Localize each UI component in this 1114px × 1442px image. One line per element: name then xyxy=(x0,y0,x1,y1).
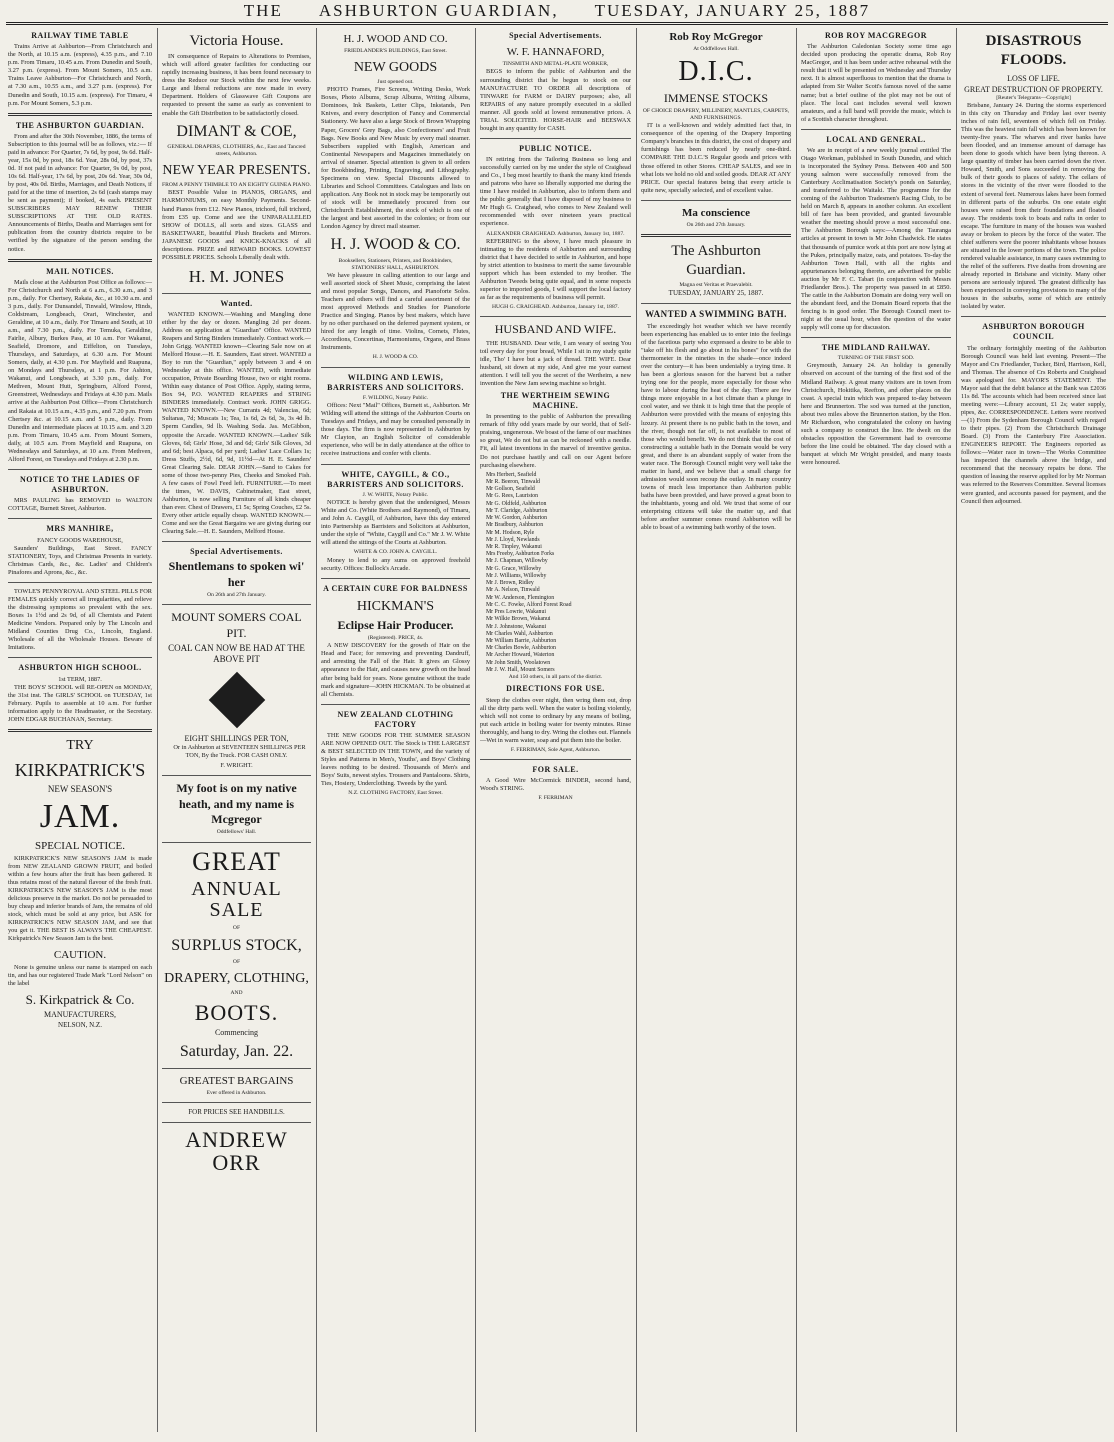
signer: Mr T. Claridge, Ashburton xyxy=(486,507,548,514)
white-caygill-heading: WHITE, CAYGILL, & CO., BARRISTERS AND SOLICITORS. xyxy=(327,469,464,489)
nz-clothing-signature: N.Z. CLOTHING FACTORY, East Street. xyxy=(348,790,443,797)
wood2-signature: H. J. WOOD & CO. xyxy=(372,354,419,361)
manufacturers-label: MANUFACTURERS, xyxy=(43,1010,117,1020)
shentlemans-heading: Shentlemans to spoken wi' her xyxy=(168,559,305,589)
for-sale-text: A Good Wire McCormick BINDER, second hand, Wood's STRING. xyxy=(480,777,631,793)
wilding-heading: WILDING AND LEWIS, BARRISTERS AND SOLICITORS. xyxy=(327,372,464,392)
school-heading: ASHBURTON HIGH SCHOOL. xyxy=(18,663,142,673)
signer: Mr Pres Lowrie, Wakanui xyxy=(486,609,546,616)
of-label: OF xyxy=(232,924,241,931)
special-notice-text: KIRKPATRICK'S NEW SEASON'S JAM is made from NEW ZEALAND GROWN FRUIT, and boiled within a few hours after the fruit has been gathered. It thus retains most of the natural flavour of the fresh fruit. KIRKPATRICK'S NEW SEASON'S JAM is the most delicious preserve in the market. Do not be persuaded to buy cheap and inferior brands of Jam, the remains of old stock, which must be sold at any price, but ASK for KIRKPATRICK'S NEW SEASON JAM, and see that you get it. THE BEST IS ALWAYS THE CHEAPEST. Kirkpatrick's New Season Jam is the best. xyxy=(8,855,152,943)
railway-text: Trains Arrive at Ashburton—From Christchurch and the North, at 10.15 a.m. (express), 4.35 p.m., and 7.10 p.m. From Timaru, 10.45 a.m. From Dunedin and South, 3.27 p.m. (express). From Mount Somers, 10.5 a.m. Trains Leave Ashburton—For Christchurch and North, at 7.30 a.m., 10.55 a.m., and 3.27 p.m. (express). For Dunedin and South, 10.15 a.m. (express). For Timaru, 4 p.m. For Mount Somers, 5.3 p.m. xyxy=(8,43,152,107)
signer: Mr Charles Wahl, Ashburton xyxy=(486,630,553,637)
eclipse-text: A NEW DISCOVERY for the growth of Hair on the Head and Face; for removing and preventing Dandruff, and arresting the Fall of the Hair. It gives an Glossy appearance to the Hair, and causes new growth on the head after being bald for years. None genuine without the trade mark and signature—JOHN HICKMAN. To be obtained at all Chemists. xyxy=(321,642,470,698)
column-3 xyxy=(321,28,470,1432)
wood-sub: FRIEDLANDER'S BUILDINGS, East Street. xyxy=(344,48,447,55)
column-rule xyxy=(796,28,797,1432)
manhire-sub: FANCY GOODS WAREHOUSE, xyxy=(37,536,123,544)
signers-list xyxy=(480,472,631,675)
paper-date: TUESDAY, JANUARY 25, 1887. xyxy=(668,289,764,298)
white-caygill-text: NOTICE is hereby given that the undersigned, Messrs White and Co. (White Brothers and Raymond), of Timaru, and John A. Caygill, of Ashburton, have this day entered into Partnership as Barristers and Solicitors at Ashburton, under the style of "White, Caygill and Co." Mr J. W. White will attend the sittings of the Courts at Ashburton. xyxy=(321,499,470,547)
new-goods-sub: Just opened out. xyxy=(377,79,414,86)
wertheim-heading: THE WERTHEIM SEWING MACHINE. xyxy=(500,390,611,411)
craighead-signature: HUGH G. CRAIGHEAD. Ashburton, January 1st, 1887. xyxy=(492,304,619,311)
nelson-label: NELSON, N.Z. xyxy=(58,1020,102,1029)
signer: Mrs Freeby, Ashburton Forks xyxy=(486,551,555,558)
column-rule xyxy=(475,28,476,1432)
native-heath-heading: My foot is on my native heath, and my name is Mcgregor xyxy=(176,781,297,827)
guardian-heading: THE ASHBURTON GUARDIAN. xyxy=(15,120,145,130)
of-label: OF xyxy=(232,958,241,965)
public-notice-text: IN retiring from the Tailoring Business so long and successfully carried on by me under the style of Craighead and Co., I beg most heartily to thank the many kind friends and patrons who have so liberally supported me during the time I have resided in Ashburton, also to inform them and the public generally that I have disposed of my business to Mr Hugh G. Craighead, who comes to New Zealand well recommended with over nineteen years practical experience. xyxy=(480,156,631,228)
towle-text: TOWLE'S PENNYROYAL AND STEEL PILLS FOR FEMALES quickly correct all irregularities, and relieve the distressing symptoms so prevalent with the sex. Boxes 1s 1½d and 2s 9d, of all Chemists and Patent Medicine Vendors. Prepared only by The Lincoln and Midland Counties Drug Co., Lincoln, England. Wholesale of all the Wholesale Houses. Beware of Imitations. xyxy=(8,587,152,652)
wood2-sub: Booksellers, Stationers, Printers, and Bookbinders, STATIONERS' HALL, ASHBURTON. xyxy=(338,257,453,271)
greatest-bargains: GREATEST BARGAINS xyxy=(179,1074,294,1087)
column-5 xyxy=(641,28,791,1432)
rob-roy-heading: Rob Roy McGregor xyxy=(669,31,763,43)
local-general-heading: LOCAL AND GENERAL. xyxy=(826,134,926,144)
dic-heading: D.I.C. xyxy=(678,56,754,88)
dimant-coe-sub: GENERAL DRAPERS, CLOTHIERS, &c., East and Tancred streets, Ashburton. xyxy=(167,144,306,158)
school-text: THE BOYS' SCHOOL will RE-OPEN on MONDAY, the 31st inst. The GIRLS' SCHOOL on TUESDAY, 1st February. Pupils to assemble at 10 a.m. For further information apply to the Headmaster, or the Secretary. JOHN EDGAR BUCHANAN, Secretary. xyxy=(8,683,152,723)
masthead xyxy=(6,0,1108,25)
hickman-heading: HICKMAN'S xyxy=(356,598,435,614)
guardian-text: From and after the 30th November, 1886, the terms of Subscription to this journal will be as follows, viz.:— If paid in advance: For Quarter, 7s 6d, by post, 9s 6d. Half-year, 15s 0d, by post, 18s 6d. Year, 28s 0d, by post, 37s 0d. If not paid in advance: For Quarter, 9s 0d, by post, 10s 6d. Half-year, 17s 6d, by post, 20s 6d. Year, 30s 0d, by post, 40s 0d. Births, Marriages, and Death Notices, if paid for at the time of insertion, 2s 6d (cash stamps may be sent as payment); if booked, 4s each. PRESENT SUBSCRIBERS MAY RENEW THEIR SUBSCRIPTIONS AT THE OLD RATES. Announcements of Births, Deaths and Marriages sent for publication from the country districts require to be verified by the signature of the person sending the notice. xyxy=(8,132,152,253)
drapery-heading: DRAPERY, CLOTHING, xyxy=(164,970,309,986)
signer: Mr J. Brown, Ridley xyxy=(486,580,534,587)
column-1 xyxy=(8,28,152,1432)
signer: Mr J. W. Hall, Mount Somers xyxy=(486,666,555,673)
mail-text: Mails close at the Ashburton Post Office as follows:— For Christchurch and North at 6 a.m., 6.30 a.m., and 3 p.m., daily. For Chertsey, Rakaia, &c., at 10.30 a.m. and 3 p.m., daily. For Dunsandel, Tinwald, Winslow, Hinds, Coldstream, Longbeach, Orari, Winchester, and Geraldine, at 10 a.m., daily. For Timaru and South, at 10 a.m., and 7.30 p.m., daily. For Temuka, Geraldine, Fairlie, Albury, Burkes Pass, at 10 a.m. For Wakanui, Seafield, Dromore, and Eiffelton, on Tuesdays, Thursdays, and Saturdays, at 6.30 a.m. For Mount Somers, daily, at 4.30 p.m. For Mayfield and Ruapuna, on Mondays and Thursdays, at 1 p.m. For Ashton, Wakanui, and Longbeach, at 3.30 p.m., daily. For Methven, Mount Hutt, Springburn, Alford Forest, Greenstreet, Wednesdays and Fridays at 4.30 p.m. Mails arrive at the Ashburton Post Office—From Christchurch and Rakaia at 10.15 a.m., 4.35 p.m., and 7.20 p.m. From Chertsey &c. at 10.15 a.m. and 5 p.m., daily. From Dunedin and intermediate places at 10.15 a.m. and 3.20 p.m. From Timaru, 10.45 a.m. From Mount Somers, daily, at 10.5 a.m. From Mayfield and Ruapuna, on Wednesdays and Saturdays, at 10 a.m. From Methven, Alford Forest, on Tuesdays and Fridays at 2.30 p.m. xyxy=(8,278,152,463)
coal-diamond-icon xyxy=(208,672,265,729)
ladies-notice-heading: NOTICE TO THE LADIES OF ASHBURTON. xyxy=(20,474,140,495)
jam-heading: JAM. xyxy=(39,798,121,836)
directions-heading: DIRECTIONS FOR USE. xyxy=(506,684,605,694)
swimming-bath-text: The exceedingly hot weather which we have recently been experiencing has enabled us to enter into the feelings of the facetious party who expressed a desire to be able to "take off his flesh and go about in his bones" for with the thermometer in the nineties in the shade—once indeed over the century—it has been undeniably a trying time. It has been a glorious season for the harvest but a rather trying one for the people, more especially for those who have to labour during the heat of the day. There are few things more enjoyable in a hot climate than a plunge in cool water, and we think it is high time that the people of Ashburton were provided with the means of enjoying this luxury. At present there is no public bath in the town, and the river, though not far off, is not available to most of those who would benefit. We do not think that the cost of constructing a suitable bath in the Domain would be very great, and there is an abundant supply of water from the water race. The Borough Council might very well take the matter in hand, and we believe that a small charge for admission would soon recoup the outlay. In many country towns of much less importance than Ashburton public baths have been provided, and have proved a great boon to the inhabitants, young and old. We trust that some of our enterprising citizens will take the matter up, and that before another summer comes round Ashburton will be able to boast of a swimming bath worthy of the town. xyxy=(641,322,791,532)
column-rule xyxy=(316,28,317,1432)
local-general-text: We are in receipt of a new weekly journal entitled The Otago Workman, published in South Dunedin, and which is incorporated the Sydney Press. Between 400 and 500 young salmon were successfully removed from the Canterbury Acclimatisation Society's ponds on Saturday, and transferred to the Waitaki. The programme for the coming of the Ashburton Tradesmen's Racing Club, to be held on March 8, appears in another column. An excellent bill of fare has been provided, and granted favourable weather the meeting should prove a most successful one. The Ashburton Borough says:—Among the Tauranga articles at present in town is Mr John Chadwick. He states that thousands of pumice work at this port are now lying at the Pukes, principally maize, oats, and potatoes. To-day the Ashburton Town Hall, with all the rights and appurtenances belonging thereto, are advertised for public auction by Mr F. C. Tabart (in conjunction with Messrs Friedlander Bros.). The property was passed in at £850. The cattle in the Ashburton Domain are doing very well on the abundant feed, and the Domain Board reports that the fencing is in good order. The Borough Council meet to-night at the usual hour, when the question of the water supply will come up for discussion. xyxy=(801,146,951,331)
white-caygill-sub: J. W. WHITE, Notary Public. xyxy=(362,491,429,498)
signer: Mr G. Rees, Lauriston xyxy=(486,493,539,500)
nz-clothing-text: THE NEW GOODS FOR THE SUMMER SEASON ARE NOW OPENED OUT. The Stock is THE LARGEST & BEST SELECTED IN THE TOWN, and the variety of Styles and Patterns in Men's, Youths', and Boys' Clothing leaves nothing to be desired. Thousands of Men's and Boys' Suits, newest styles. Trousers and Pantaloons. Shirts, Ties, Hosiery, Underclothing. Tweeds by the yard. xyxy=(321,732,470,788)
hannaford-sub: TINSMITH AND METAL-PLATE WORKER, xyxy=(502,61,609,68)
baldness-heading: A CERTAIN CURE FOR BALDNESS xyxy=(323,583,468,593)
column-7 xyxy=(961,28,1106,1432)
column-rule xyxy=(636,28,637,1432)
midland-railway-heading: THE MIDLAND RAILWAY. xyxy=(821,343,931,353)
conscience-heading: Ma conscience xyxy=(681,206,751,219)
caution-heading: CAUTION. xyxy=(53,948,107,961)
rob-roy-sub: At Oddfellows Hall. xyxy=(693,46,739,53)
signer: Mr Charles Bowle, Ashburton xyxy=(486,645,556,652)
eclipse-heading: Eclipse Hair Producer. xyxy=(337,617,454,632)
signer: Mr R. Beeron, Tinwald xyxy=(486,478,540,485)
kirkpatrick-heading: KIRKPATRICK'S xyxy=(14,759,146,780)
for-sale-signature: F. FERRIMAN xyxy=(538,795,573,802)
try-label: TRY xyxy=(66,737,94,753)
wertheim-text: In presenting to the public of Ashburton the prevailing remark of fifty odd years made by our world, that of Self-praising, ungenerous. We boast of the fame of our machines so great, We do not but as can be reckoned with a needle. Fit, all latest inventions in the marvel of inventive genius. Do not purchase hastily and call on our Agent before purchasing elsewhere. xyxy=(480,413,631,469)
coal-price: EIGHT SHILLINGS PER TON, xyxy=(184,733,289,743)
signer: Mr W. Anderson, Flemington xyxy=(486,594,555,601)
reuter-tag: [Reuter's Telegrams—Copyright] xyxy=(996,94,1071,101)
commencing-label: Commencing xyxy=(214,1027,259,1037)
wanted-heading: Wanted. xyxy=(220,298,253,308)
wood2-heading: H. J. WOOD & CO. xyxy=(330,236,461,254)
midland-railway-text: Greymouth, January 24. An holiday is generally observed on account of the turning of the first sod of the Midland Railway. A great many visitors are in town from Christchurch, Hokitika, Reefton, and other places on the coast. A special train which was prepared to-day between here and Brunnerton. The sod was turned at the junction, about two miles above the Brunnerton station, by the Hon. Mr Richardson, who congratulated the colony on having such a company to construct the line. He dwelt on the obstacles opposition the Government had to overcome before the line could be obtained. The day closed with a banquet at which Mr Wright presided, and many toasts were honoured. xyxy=(801,362,951,466)
column-rule xyxy=(956,28,957,1432)
signer: Mr Wilkie Brown, Wakanui xyxy=(486,616,551,623)
eclipse-sub: (Registered). PRICE, 4s. xyxy=(367,635,424,642)
paper-title: The Ashburton Guardian. xyxy=(671,242,761,279)
signer: Mr R. Tinpley, Wakanui xyxy=(486,543,542,550)
signer: Mr J. Lloyd, Newlands xyxy=(486,536,540,543)
hannaford-text: BEGS to inform the public of Ashburton and the surrounding district that he begun to stock on our MANUFACTURE TO ORDER all descriptions of TINWARE for FARM or DAIRY purposes; also, all REPAIRS of any nature promptly executed in a skilled manner. All goods sold at lowest remunerative prices. A TRIAL SOLICITED. HORSE-HAIR and BEESWAX bought in any quantity for CASH. xyxy=(480,68,631,132)
ferriman-signature: F. FERRIMAN, Sole Agent, Ashburton. xyxy=(510,746,601,753)
new-year-presents-heading: NEW YEAR PRESENTS. xyxy=(162,163,311,179)
for-sale-heading: FOR SALE. xyxy=(532,765,579,775)
swimming-bath-heading: WANTED A SWIMMING BATH. xyxy=(645,309,787,320)
floods-heading: DISASTROUS FLOODS. xyxy=(985,33,1082,69)
borough-council-heading: ASHBURTON BOROUGH COUNCIL xyxy=(982,322,1085,342)
special-ads-heading: Special Advertisements. xyxy=(190,547,283,557)
coal-text: Or in Ashburton at SEVENTEEN SHILLINGS PER TON, By the Truck. FOR CASH ONLY. xyxy=(173,744,306,760)
sale-date: Saturday, Jan. 22. xyxy=(179,1043,294,1061)
nz-clothing-heading: NEW ZEALAND CLOTHING FACTORY xyxy=(337,709,454,729)
wanted-text: WANTED KNOWN.—Washing and Mangling done either by the day or dozen. Mangling 2d per dozen. Address on application at "Guardian" Office. WANTED Reapers and String Binders immediately. Contract work.—John Grigg. WANTED known—Clearing Sale now on at Melford House.—H. E. Saunders, East street. WANTED a Boy to run the "Guardian," apply between 3 and 4 on Wednesday at this office. WANTED, with immediate occupation, Private Boarding House, two or eight rooms. Within easy distance of Post Office. Apply, stating terms, Box 94, P.O. WANTED REAPERS and STRING BINDERS immediately. Contract work. JOHN GRIGG. WANTED KNOWN.—New Currants 4d; Valencias, 6d; Sultanas, 7d; Muscats 1s; Tea, 1s 6d, 2s 6d, 3s, 3s 4d lb. Sperm Candles, 9d lb. Washing Soda. Jas. McGibbon, opposite the Arcade. WANTED KNOWN.—Ladies' Silk Gloves, 6d; Girls' Hose, 3d and 6d; Girls' Silk Gloves, 3d and 6d; best Alpaca, 6d per yard; Ladies' Lace Collars 1s; Dress Stuffs, 2½d, 6d, 9d, 11½d—At H. E. Saunders' Great Clearing Sale. DEAR JOHN.—Sand to Cakes for some of those two-penny Pies, Cheeks and Smoked Fish. A few cases of Fowl Feed left. FURNITURE.—To meet the times, W. DAVIS, Cabinetmaker, East street, Ashburton, is now selling Furniture of all kinds cheaper than ever. Chest of Drawers, £1 5s; Spring Couches, £2 5s. Every other article equally cheap. WANTED KNOWN.—Come and see the Great Bargains we are giving during our Clearing Sale.—H. E. Saunders, Melford House. xyxy=(162,310,311,536)
ever-offered: Ever offered in Ashburton. xyxy=(206,1089,267,1096)
manhire-text: Saunders' Buildings, East Street. FANCY STATIONERY, Toys, and Christmas Presents in variety. Christmas Cards, &c., &c. Ladies' and Children's Pinafores and Aprons, &c., &c. xyxy=(8,544,152,576)
white-caygill-money: Money to lend to any sums on approved freehold security. Offices: Bullock's Arcade. xyxy=(321,556,470,572)
wilding-sub: F. WILDING, Notary Public. xyxy=(362,395,429,402)
wood-heading: H. J. WOOD AND CO. xyxy=(343,33,448,45)
signer: Mr Archer Howard, Waterton xyxy=(486,652,555,659)
boots-heading: BOOTS. xyxy=(194,999,279,1025)
public-notice-signature: ALEXANDER CRAIGHEAD. Ashburton, January 1st, 1887. xyxy=(486,230,625,237)
husband-wife-heading: HUSBAND AND WIFE. xyxy=(494,322,617,337)
andrew-orr-heading: ANDREW ORR xyxy=(185,1126,288,1175)
signer: Mr C. C. Fowke, Alford Forest Road xyxy=(486,601,572,608)
coal-pit-sub: COAL CAN NOW BE HAD AT THE ABOVE PIT xyxy=(168,642,305,665)
coal-signature: F. WRIGHT. xyxy=(220,762,253,770)
new-year-sub: FROM A PENNY THIMBLE TO AN EIGHTY GUINEA PIANO. xyxy=(162,182,311,189)
wood2-text: We have pleasure in calling attention to our large and well assorted stock of Sheet Music, comprising the latest and most popular Songs, Dances, and Pianoforte Solos. Teachers and others will find a careful assortment of the most approved Methods and Studies for Pianoforte Practice and Singing. Pianos by best makers, which have by no other purchased on the deferred payment system, or hired for any length of time. Violins, Cornets, Flutes, Accordions, Concertinas, Harmoniums, Organs, and Brass Instruments. xyxy=(321,271,470,352)
signer: Mr J. Williams, Willowby xyxy=(486,572,547,579)
paper-motto: Magna est Veritas et Praevalebit. xyxy=(679,282,753,289)
craighead-text: REFERRING to the above, I have much pleasure in intimating to the residents of Ashburton and surrounding district that I have decided to settle in Ashburton, and hope by strict attention to business to merit the same favourable support which has been extended to my brother. The Ashburton Tweeds being quite equal, and in some respects superior to imported goods, I will support the local factory as far as the requirements of business will permit. xyxy=(480,237,631,301)
coal-pit-heading: MOUNT SOMERS COAL PIT. xyxy=(171,610,302,640)
hannaford-heading: W. F. HANNAFORD, xyxy=(506,46,605,59)
destruction-sub: GREAT DESTRUCTION OF PROPERTY. xyxy=(964,84,1103,94)
signer: Mr John Smith, Woolatown xyxy=(486,659,551,666)
new-year-text: BEST Possible Value in PIANOS, ORGANS, and HARMONIUMS, on easy Monthly Payments. Second-hand Pianos from £12. New Pianos, trichord, full trichord, from £35 up. Come and see the UNPARALLELED SHOW of DOLLS, all sorts and sizes. GLASS and BASKETWARE, beautiful Plush Brackets and Mirrors. JAPANESE GOODS and KNICK-KNACKS of all descriptions. PRIZE and REWARD BOOKS. LOWEST POSSIBLE PRICES. Schools Liberally dealt with. xyxy=(162,189,311,261)
loss-of-life: LOSS OF LIFE. xyxy=(1007,74,1060,84)
column-6 xyxy=(801,28,951,1432)
rob-roy-macgregor-heading: ROB ROY MACGREGOR xyxy=(825,31,927,40)
signer: Mr M. Hodson, Ryle xyxy=(486,529,535,536)
signer: Mr Gollson, Seafield xyxy=(486,486,535,493)
masthead-title: ASHBURTON GUARDIAN, xyxy=(318,1,559,20)
wood-text: PHOTO Frames, Fire Screens, Writing Desks, Work Boxes, Photo Albums, Scrap Albums, Writing Albums, Dominoes, Ink Baskets, Letter Clips, Inkstands, Pen Knives, and every description of Fancy and Commercial Stationery. We have also a large Stock of Brown Wrapping Paper, Grocers' Grey Bags, also Confectioners' and Fruit Bags. New Books and New Music by every mail steamer. Subscribers supplied with English, American and Continental Newspapers and Magazines immediately on arrival of steamer. Special attention is given to all orders for Bookbinding, Printing, Engraving, and Lithography. Specimens on view. Special Discounts allowed to Libraries and School Committees. Catalogues and lists on application. Any Book not in stock may be temporarily out of stock will be immediately procured from our Christchurch Establishment, the stock of which is one of the largest and best assorted in the colonies; or from our London Agency by direct mail steamer. xyxy=(321,86,470,231)
public-notice-heading: PUBLIC NOTICE. xyxy=(519,143,592,153)
midland-railway-sub: TURNING OF THE FIRST SOD. xyxy=(837,355,915,362)
mail-heading: MAIL NOTICES. xyxy=(46,266,114,276)
signer: Mr J. Chapman, Willowby xyxy=(486,558,548,565)
native-heath-sub: Oddfellows' Hall. xyxy=(216,829,257,836)
new-goods-heading: NEW GOODS xyxy=(353,60,438,76)
floods-text: Brisbane, January 24. During the storms experienced in this city on Thursday and Friday last over twenty inches of rain fell, seventeen of which fell on Friday. This was the heaviest rain fall which has been known for twenty-five years. The wharves and river banks have been flooded, and an immense amount of damage has been done to goods which have been lying thereon. A large quantity of timber has been carried down the river. Howard, Smith, and Sons succeeded in removing the bulk of their goods to places of safety. The cellars of stores in the vicinity of the river were flooded to the extent of several feet. Numerous lakes have been formed in different parts of the suburbs. On one estate eight houses were raised from their foundations and floated away. The residents took to boats and rafts in order to escape. The furniture in many of the houses was washed away or broken to pieces by the force of the water. The chief sufferers were the poorer inhabitants whose houses are situated in the lower portions of the town. The police rendered valuable assistance, in many cases swimming to the relief of the sufferers. Five deaths from drowning are already reported in Brisbane and vicinity. Many other persons are seriously injured. The greatest difficulty has been experienced in conveying provisions to many of the houses in the suburbs, some of which are entirely isolated by water. xyxy=(961,102,1106,311)
annual-sale-heading: ANNUAL SALE xyxy=(191,877,282,921)
shentlemans-sub: On 26th and 27th January. xyxy=(207,592,266,599)
column-2 xyxy=(162,28,311,1432)
signer: Mr J. Johnstone, Wakanui xyxy=(486,623,547,630)
railway-heading: RAILWAY TIME TABLE xyxy=(31,31,129,40)
handbills-note: FOR PRICES SEE HANDBILLS. xyxy=(188,1107,285,1116)
signer: Mr G. Oldfeld, Ashburton xyxy=(486,500,547,507)
new-season-label: NEW SEASON'S xyxy=(47,783,113,794)
kirkpatrick-firm: S. Kirkpatrick & Co. xyxy=(25,991,135,1007)
conscience-sub: On 26th and 27th January. xyxy=(686,221,746,228)
column-rule xyxy=(157,28,158,1432)
husband-wife-text: THE HUSBAND. Dear wife, I am weary of seeing You toil every day for your bread, While I sit in my study quite idle, Tho' I have but a jack of thread. THE WIFE. Dear husband, sit down at my side, And give me your earnest attention. I will tell you the secret of the Wertheim, a new invention the New Jam sewing machine so bright. xyxy=(480,339,631,387)
great-heading: GREAT xyxy=(192,846,281,876)
immense-stocks-heading: IMMENSE STOCKS xyxy=(663,90,769,105)
and-label: AND xyxy=(230,989,243,996)
masthead-the: THE xyxy=(243,1,283,20)
school-sub: 1st TERM, 1887. xyxy=(58,675,102,683)
dimant-coe-heading: DIMANT & COE, xyxy=(176,122,297,140)
victoria-text: IN consequence of Repairs to Alterations to Premises, which will afford greater facilities for conducting our rapidly increasing business, it has been found necessary to dress the Reduce our Stock within the next few weeks. Large and liberal reductions are now made in every Department. Holders of Glasswave Gift Coupons are requested to present the same as early as convenient to enable the Gift Distribution to be satisfactorily closed. xyxy=(162,53,311,117)
dic-sub: OF CHOICE DRAPERY, MILLINERY, MANTLES, CARPETS, AND FURNISHINGS. xyxy=(642,107,790,122)
signer: Mr G. Grace, Willowby xyxy=(486,565,542,572)
ladies-notice-text: MRS PAULING has REMOVED to WALTON COTTAGE, Burnett Street, Ashburton. xyxy=(8,497,152,513)
signer: Mrs Herbert, Seafield xyxy=(486,471,537,478)
rob-roy-macgregor-text: The Ashburton Caledonian Society some time ago decided upon producing the operatic drama, Rob Roy MacGregor, and it has been under active rehearsal with the result that it will be presented on Wednesday and Thursday next. It is almost superfluous to mention that the drama is adapted from Sir Walter Scott's famous novel of the same name; but a brief outline of the plot may not be out of place. The local cast includes several well known amateurs, and a full band will provide the music, which is of a Scottish character throughout. xyxy=(801,43,951,123)
borough-council-text: The ordinary fortnightly meeting of the Ashburton Borough Council was held last evening. Present—The Mayor and Crs Friedlander, Tucker, Bird, Harrison, Kell, and Thomas. The absence of Crs Roberts and Craighead was apologised for. MAYOR'S STATEMENT. The Mayor said that the debit balance at the Bank was £2036 11s 8d. The accounts which had been received since last meeting were:—Library account, £1 2s; water supply, pipes, &c. CORRESPONDENCE. Letters were received—(1) From the Sydenham Borough Council with regard to their pipes. (2) From the Christchurch Drainage Board. (3) From the Canterbury Fire Association. ENGINEER'S REPORT. The Engineers reported as follows:—Water race in town—The Works Committee has inspected the channels above the bridge, and recommend that the necessary repairs be done. The question of leasing the reserve applied for by Mr Norman was referred to the Reserves Committee. Several licenses were granted, and accounts passed for payment, and the Council then adjourned. xyxy=(961,344,1106,505)
special-notice-heading: SPECIAL NOTICE. xyxy=(34,839,126,852)
special-ads-heading-4: Special Advertisements. xyxy=(509,31,602,40)
column-4 xyxy=(480,28,631,1432)
victoria-house-heading: Victoria House. xyxy=(189,33,284,49)
signer: Mr A. Nelson, Tinwald xyxy=(486,587,540,594)
surplus-heading: SURPLUS STOCK, xyxy=(171,937,302,955)
signer: Mr Bradbury, Ashburton xyxy=(486,522,544,529)
manhire-heading: MRS MANHIRE, xyxy=(46,524,114,534)
signers-footer: And 150 others, in all parts of the district. xyxy=(508,674,603,681)
masthead-date: TUESDAY, JANUARY 25, 1887 xyxy=(594,1,871,20)
directions-text: Steep the clothes over night, then wring them out, drop all the dirty parts well. When the water is boiling violently, which will not come to ordinary by any means of boiling, put each article in boiling water for twenty minutes. Rinse thoroughly, and hang to dry. Wring the clothes out. Flannels—Wet in warm water, soap and put them into the boiler. xyxy=(480,696,631,744)
dic-text: IT is a well-known and widely admitted fact that, in consequence of the opening of the Drapery Importing Company's branches in this district, the cost of drapery and furnishings has been reduced by nearly one-third. COMPARE THE D.I.C.'S Regular goods and prices with those offered in other Stores. CHEAP SALES, and see in what lots we hold no old and soiled goods. DEAR AT ANY PRICE. Our special features being that every article is quite new, specially selected, and of excellent value. xyxy=(641,122,791,194)
white-caygill-signature: WHITE & CO. JOHN A. CAYGILL. xyxy=(353,549,438,556)
caution-text: None is genuine unless our name is stamped on each tin, and has our registered Trade Mark "Lord Nelson" on the label xyxy=(8,963,152,987)
hm-jones-heading: H. M. JONES xyxy=(188,266,285,286)
wilding-text: Offices: Next "Mail" Offices, Burnett st., Ashburton. Mr Wilding will attend the sittings of the Ashburton Courts on Tuesdays and Fridays, and may be consulted personally in those days. The firm is now represented in Ashburton by Mr Clayton, an English Solicitor of considerable experience, who will be in daily attendance at the office to receive instructions and confer with clients. xyxy=(321,402,470,458)
signer: Mr W. Gordon, Ashburton xyxy=(486,515,548,522)
signer: Mr William Barrie, Ashburton xyxy=(486,638,557,645)
